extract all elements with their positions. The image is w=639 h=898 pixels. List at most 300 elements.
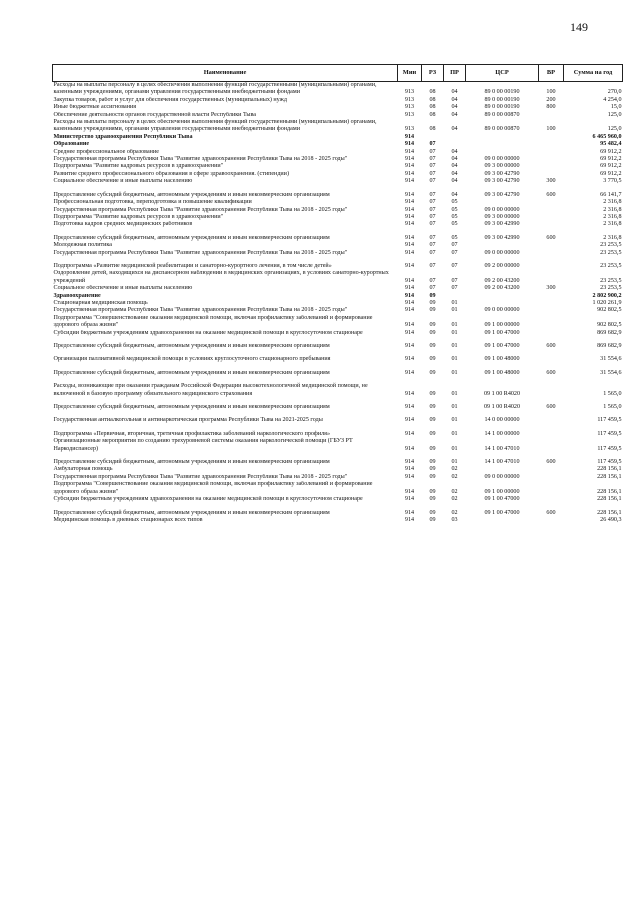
row-min: 914 (404, 459, 415, 466)
row-sum: 2 316,8 (603, 213, 622, 220)
row-name: Государственная программа Республики Тыва "Развитие здравоохранения Республики Тыва на 2018 - 2025 годы" (53, 473, 348, 480)
row-sum: 902 802,5 (597, 307, 622, 314)
row-min: 914 (404, 404, 415, 411)
row-min: 914 (404, 466, 415, 473)
row-vr: 600 (546, 459, 556, 466)
table-row (53, 221, 623, 228)
row-csr: 09 2 00 43200 (484, 277, 520, 284)
row-name: Министерство здравоохранения Республики Тыва (53, 133, 193, 140)
row-vr: 600 (546, 509, 556, 516)
row-min: 914 (404, 234, 415, 241)
row-csr: 09 1 00 47000 (484, 329, 520, 336)
row-name: Расходы, возникающие при оказании гражданам Российской Федерации высокотехнологичной медицинской помощи, не включенной в базовую программу обязательного медицинского страхования (53, 383, 368, 397)
table-row (53, 364, 623, 377)
row-name: Социальное обеспечение и иные выплаты населению (53, 178, 193, 185)
row-name: Государственная антиалкогольная и антинаркотическая программа Республики Тыва на 2021-2025 годы (53, 417, 323, 424)
row-pr: 05 (451, 213, 458, 220)
row-rz: 09 (429, 404, 436, 411)
row-min: 914 (404, 242, 415, 249)
row-pr: 01 (451, 459, 458, 466)
row-rz: 07 (429, 148, 436, 155)
row-min: 914 (404, 299, 415, 306)
row-pr: 02 (451, 466, 458, 473)
row-sum: 125,0 (607, 111, 622, 118)
table-row (53, 398, 623, 411)
row-sum: 31 554,6 (600, 356, 622, 363)
row-rz: 07 (429, 242, 436, 249)
table-row (53, 229, 623, 242)
row-name: Подпрограмма "Совершенствование оказания медицинской помощи, включая профилактику заболеваний и формирование здорового образа жизни" (53, 481, 373, 495)
row-pr: 04 (451, 191, 458, 198)
row-vr (539, 163, 564, 170)
table-row (53, 474, 623, 481)
row-csr: 09 3 00 42790 (484, 191, 520, 198)
row-csr: 09 0 00 00000 (484, 206, 520, 213)
row-vr (539, 242, 564, 249)
row-name: Организационные мероприятия по созданию трехуровневой системы оказания наркологической помощи (ГБУЗ РТ Наркодиспансер) (53, 438, 353, 452)
row-min: 914 (404, 285, 415, 292)
row-csr (466, 300, 539, 307)
table-row (53, 214, 623, 221)
row-min: 914 (404, 206, 415, 213)
row-csr: 09 3 00 42790 (484, 170, 520, 177)
row-pr: 01 (451, 322, 458, 329)
row-name: Предоставление субсидий бюджетным, автономным учреждениям и иным некоммерческим организациям (53, 459, 330, 466)
row-rz: 07 (429, 170, 436, 177)
row-sum: 117 459,5 (597, 445, 622, 452)
table-row (53, 250, 623, 257)
row-min: 914 (404, 178, 415, 185)
row-csr: 09 0 00 00000 (484, 473, 520, 480)
row-pr: 04 (451, 163, 458, 170)
row-sum: 69 912,2 (600, 148, 622, 155)
row-sum: 26 490,3 (600, 516, 622, 523)
row-csr (466, 517, 539, 524)
row-rz: 09 (429, 509, 436, 516)
row-sum: 69 912,2 (600, 156, 622, 163)
row-rz: 09 (429, 459, 436, 466)
row-min: 913 (404, 126, 415, 133)
row-csr: 09 1 00 48000 (484, 369, 520, 376)
row-pr: 05 (451, 199, 458, 206)
row-pr: 07 (451, 285, 458, 292)
row-rz: 08 (429, 96, 436, 103)
row-vr (539, 481, 564, 496)
table-row (53, 82, 623, 97)
row-name: Государственная программа Республики Тыва "Развитие здравоохранения Республики Тыва на 2018 - 2025 годы" (53, 206, 348, 213)
row-pr: 07 (451, 249, 458, 256)
row-name: Расходы на выплаты персоналу в целях обеспечения выполнения функций государственными (муниципальными) органами, казенными учреждениями, органами управления государственными внебюджетными фондами (53, 82, 377, 96)
row-sum: 31 554,6 (600, 369, 622, 376)
row-pr: 01 (451, 343, 458, 349)
table-row (53, 425, 623, 438)
table-row (53, 481, 623, 496)
row-min: 914 (404, 445, 415, 452)
row-pr: 01 (451, 329, 458, 336)
row-min: 913 (404, 89, 415, 96)
row-vr (539, 149, 564, 156)
row-min: 914 (404, 307, 415, 314)
page-number: 149 (570, 20, 588, 34)
row-sum: 228 156,1 (597, 466, 622, 473)
header-rz: РЗ (422, 65, 444, 82)
row-min: 914 (404, 199, 415, 206)
row-name: Закупка товаров, работ и услуг для обеспечения государственных (муниципальных) нужд (53, 96, 287, 103)
budget-table (52, 64, 623, 524)
row-min: 914 (404, 417, 415, 424)
row-name: Здравоохранение (53, 292, 101, 299)
row-pr: 04 (451, 126, 458, 133)
row-csr: 09 1 00 48000 (484, 356, 520, 363)
row-rz: 09 (429, 292, 436, 299)
row-rz: 09 (429, 307, 436, 314)
row-rz: 07 (429, 178, 436, 185)
table-row (53, 134, 623, 141)
row-rz: 09 (429, 496, 436, 503)
row-sum: 117 459,5 (597, 417, 622, 424)
row-rz: 09 (429, 390, 436, 397)
row-min: 914 (404, 163, 415, 170)
row-min: 914 (404, 343, 415, 349)
row-vr (539, 350, 564, 363)
row-rz: 07 (429, 262, 436, 269)
row-pr: 01 (451, 430, 458, 437)
row-rz: 09 (429, 329, 436, 336)
row-sum: 15,0 (610, 104, 622, 111)
row-csr (466, 466, 539, 473)
row-csr: 09 3 00 42790 (484, 178, 520, 185)
row-min: 914 (404, 141, 415, 148)
table-row (53, 171, 623, 178)
row-min: 914 (404, 369, 415, 376)
row-sum: 4 254,0 (603, 96, 622, 103)
table-row (53, 438, 623, 453)
row-min: 914 (404, 277, 415, 284)
row-csr: 89 0 00 00870 (484, 126, 520, 133)
row-min: 914 (404, 191, 415, 198)
table-row (53, 186, 623, 199)
row-sum: 6 465 960,0 (592, 133, 622, 140)
row-vr: 600 (546, 369, 556, 376)
table-row (53, 141, 623, 148)
row-csr: 89 0 00 00190 (484, 104, 520, 111)
row-min: 914 (404, 516, 415, 523)
table-row (53, 315, 623, 330)
header-name: Наименование (53, 65, 398, 82)
row-sum: 902 802,5 (597, 322, 622, 329)
row-name: Субсидии бюджетным учреждениям здравоохранения на оказание медицинской помощи в круглосуточном стационаре (53, 329, 363, 336)
row-vr: 200 (546, 96, 556, 103)
table-row (53, 293, 623, 300)
row-vr: 600 (546, 404, 556, 411)
row-name: Иные бюджетные ассигнования (53, 104, 137, 111)
row-rz: 09 (429, 356, 436, 363)
row-csr: 09 1 00 47000 (484, 343, 520, 349)
row-sum: 228 156,1 (597, 488, 622, 495)
table-row (53, 112, 623, 119)
row-min: 914 (404, 262, 415, 269)
row-pr: 02 (451, 496, 458, 503)
row-min: 914 (404, 322, 415, 329)
row-sum: 1 020 261,9 (592, 299, 622, 306)
row-rz: 09 (429, 466, 436, 473)
row-pr: 01 (451, 356, 458, 363)
table-row (53, 377, 623, 398)
row-name: Подготовка кадров средних медицинских работников (53, 221, 193, 228)
row-rz: 08 (429, 126, 436, 133)
row-rz: 07 (429, 163, 436, 170)
row-vr (539, 377, 564, 398)
row-pr: 04 (451, 104, 458, 111)
row-rz: 07 (429, 199, 436, 206)
row-csr: 14 0 00 00000 (484, 417, 520, 424)
table-row (53, 411, 623, 424)
row-name: Медицинская помощь в дневных стационарах всех типов (53, 516, 203, 523)
row-sum: 869 682,9 (597, 329, 622, 336)
row-name: Обеспечение деятельности органов государственной власти Республики Тыва (53, 111, 256, 118)
row-rz: 08 (429, 111, 436, 118)
table-row (53, 242, 623, 249)
row-sum: 2 316,8 (603, 234, 622, 241)
row-sum: 117 459,5 (597, 430, 622, 437)
row-csr: 09 1 00 R4020 (483, 404, 521, 411)
row-pr: 05 (451, 234, 458, 241)
row-csr: 14 1 00 47010 (484, 459, 520, 466)
table-row (53, 207, 623, 214)
row-vr (539, 307, 564, 314)
row-name: Расходы на выплаты персоналу в целях обеспечения выполнения функций государственными (муниципальными) органами, казенными учреждениями, органами управления государственными внебюджетными фондами (53, 119, 377, 133)
row-vr (539, 496, 564, 503)
row-sum: 23 253,5 (600, 242, 622, 249)
row-csr (466, 149, 539, 156)
row-csr: 09 1 00 R4020 (483, 390, 521, 397)
row-sum: 228 156,1 (597, 496, 622, 503)
row-csr: 09 0 00 00000 (484, 156, 520, 163)
row-csr: 09 1 00 00000 (484, 322, 520, 329)
row-name: Предоставление субсидий бюджетным, автономным учреждениям и иным некоммерческим организациям (53, 343, 330, 349)
row-vr (539, 250, 564, 257)
row-pr (444, 293, 466, 300)
row-min: 914 (404, 213, 415, 220)
row-min: 914 (404, 156, 415, 163)
row-pr: 03 (451, 516, 458, 523)
row-name: Государственная программа Республики Тыва "Развитие здравоохранения Республики Тыва на 2018 - 2025 годы" (53, 156, 348, 163)
table-row (53, 97, 623, 104)
row-vr (539, 466, 564, 473)
row-vr (539, 257, 564, 270)
row-csr: 89 0 00 00870 (484, 111, 520, 118)
row-pr: 04 (451, 170, 458, 177)
row-min: 914 (404, 430, 415, 437)
row-csr (466, 293, 539, 300)
row-sum: 2 316,8 (603, 206, 622, 213)
row-vr (539, 438, 564, 453)
table-row (53, 517, 623, 524)
row-name: Предоставление субсидий бюджетным, автономным учреждениям и иным некоммерческим организациям (53, 234, 330, 241)
row-csr: 09 1 00 47000 (484, 509, 520, 516)
row-csr: 09 0 00 00000 (484, 249, 520, 256)
table-row (53, 270, 623, 285)
table-row (53, 350, 623, 363)
row-csr: 09 1 00 00000 (484, 488, 520, 495)
row-vr (539, 293, 564, 300)
table-row (53, 178, 623, 185)
row-rz: 08 (429, 89, 436, 96)
row-vr: 100 (546, 126, 556, 133)
row-pr: 01 (451, 307, 458, 314)
row-vr: 600 (546, 234, 556, 241)
row-rz: 07 (429, 221, 436, 228)
row-name: Среднее профессиональное образование (53, 148, 159, 155)
row-name: Амбулаторная помощь (53, 466, 113, 473)
row-sum: 228 156,1 (597, 509, 622, 516)
row-sum: 2 802 900,2 (592, 292, 622, 299)
table-body (53, 82, 623, 525)
row-name: Подпрограмма «Первичная, вторичная, третичная профилактика заболеваний наркологического профиля» (53, 430, 331, 437)
row-pr: 01 (451, 404, 458, 411)
table-row (53, 104, 623, 111)
row-vr (539, 141, 564, 148)
row-vr (539, 214, 564, 221)
row-min: 914 (404, 356, 415, 363)
row-name: Предоставление субсидий бюджетным, автономным учреждениям и иным некоммерческим организациям (53, 509, 330, 516)
row-vr (539, 171, 564, 178)
row-name: Государственная программа Республики Тыва "Развитие здравоохранения Республики Тыва на 2018 - 2025 годы" (53, 307, 348, 314)
row-name: Предоставление субсидий бюджетным, автономным учреждениям и иным некоммерческим организациям (53, 369, 330, 376)
table-row (53, 453, 623, 466)
row-vr (539, 270, 564, 285)
row-pr: 04 (451, 96, 458, 103)
row-rz: 09 (429, 417, 436, 424)
row-rz (422, 134, 444, 141)
table-header-row (53, 65, 623, 82)
row-sum: 270,0 (607, 89, 622, 96)
table-row (53, 496, 623, 503)
table-row (53, 330, 623, 337)
row-vr: 100 (546, 89, 556, 96)
table-row (53, 300, 623, 307)
row-pr: 02 (451, 509, 458, 516)
row-pr: 01 (451, 417, 458, 424)
row-csr: 09 2 00 43200 (484, 285, 520, 292)
row-vr (539, 330, 564, 337)
row-csr: 09 2 00 00000 (484, 262, 520, 269)
row-csr: 09 3 00 42990 (484, 234, 520, 241)
table-row (53, 285, 623, 292)
table-row (53, 156, 623, 163)
row-min: 913 (404, 96, 415, 103)
row-rz: 07 (429, 277, 436, 284)
row-vr (539, 112, 564, 119)
row-pr (444, 134, 466, 141)
row-vr (539, 221, 564, 228)
row-vr (539, 156, 564, 163)
row-pr: 01 (451, 445, 458, 452)
row-name: Подпрограмма "Совершенствование оказания медицинской помощи, включая профилактику заболеваний и формирование здорового образа жизни" (53, 314, 373, 329)
row-min: 914 (404, 133, 415, 140)
row-vr (539, 425, 564, 438)
table-row (53, 163, 623, 170)
row-min: 914 (404, 473, 415, 480)
row-rz: 07 (429, 141, 436, 148)
row-pr: 05 (451, 206, 458, 213)
row-min: 914 (404, 249, 415, 256)
row-rz: 09 (429, 343, 436, 349)
row-pr: 04 (451, 156, 458, 163)
table-row (53, 257, 623, 270)
row-sum: 23 253,5 (600, 262, 622, 269)
row-min: 914 (404, 221, 415, 228)
row-min: 914 (404, 390, 415, 397)
row-pr: 04 (451, 89, 458, 96)
row-sum: 69 912,2 (600, 163, 622, 170)
row-min: 914 (404, 148, 415, 155)
row-rz: 09 (429, 369, 436, 376)
row-pr: 02 (451, 473, 458, 480)
row-name: Государственная программа Республики Тыва "Развитие здравоохранения Республики Тыва на 2018 - 2025 годы" (53, 249, 348, 256)
row-rz: 09 (429, 488, 436, 495)
row-sum: 23 253,5 (600, 277, 622, 284)
row-rz: 09 (429, 299, 436, 306)
row-name: Стационарная медицинская помощь (53, 299, 148, 306)
row-csr (466, 199, 539, 206)
header-min: Мин (398, 65, 422, 82)
row-vr (539, 134, 564, 141)
row-pr: 01 (451, 390, 458, 397)
row-csr: 14 1 00 00000 (484, 430, 520, 437)
row-vr: 800 (546, 104, 556, 111)
row-pr: 04 (451, 178, 458, 185)
row-sum: 69 912,2 (600, 170, 622, 177)
row-rz: 07 (429, 156, 436, 163)
row-vr (539, 474, 564, 481)
row-sum: 869 682,9 (597, 343, 622, 349)
row-csr: 09 0 00 00000 (484, 307, 520, 314)
row-sum: 95 482,4 (600, 141, 622, 148)
row-vr: 600 (546, 343, 556, 349)
row-min: 914 (404, 292, 415, 299)
row-csr: 09 3 00 00000 (484, 213, 520, 220)
row-rz: 07 (429, 206, 436, 213)
row-pr: 07 (451, 262, 458, 269)
row-name: Молодежная политика (53, 242, 112, 249)
row-pr: 01 (451, 369, 458, 376)
row-pr: 07 (451, 242, 458, 249)
row-min: 913 (404, 104, 415, 111)
table-row (53, 337, 623, 350)
table-row (53, 504, 623, 517)
row-rz: 09 (429, 430, 436, 437)
row-rz: 07 (429, 285, 436, 292)
row-csr (466, 134, 539, 141)
table-row (53, 149, 623, 156)
row-name: Предоставление субсидий бюджетным, автономным учреждениям и иным некоммерческим организациям (53, 191, 330, 198)
row-rz: 09 (429, 473, 436, 480)
row-csr (466, 242, 539, 249)
row-rz: 09 (429, 445, 436, 452)
row-name: Субсидии бюджетным учреждениям здравоохранения на оказание медицинской помощи в круглосуточном стационаре (53, 496, 363, 503)
row-pr: 07 (451, 277, 458, 284)
row-min: 914 (404, 329, 415, 336)
header-vr: ВР (539, 65, 564, 82)
row-sum: 23 253,5 (600, 285, 622, 292)
row-csr (466, 141, 539, 148)
row-rz: 09 (429, 516, 436, 523)
row-vr (539, 207, 564, 214)
row-csr: 09 3 00 42990 (484, 221, 520, 228)
row-vr (539, 517, 564, 524)
row-min: 914 (404, 509, 415, 516)
